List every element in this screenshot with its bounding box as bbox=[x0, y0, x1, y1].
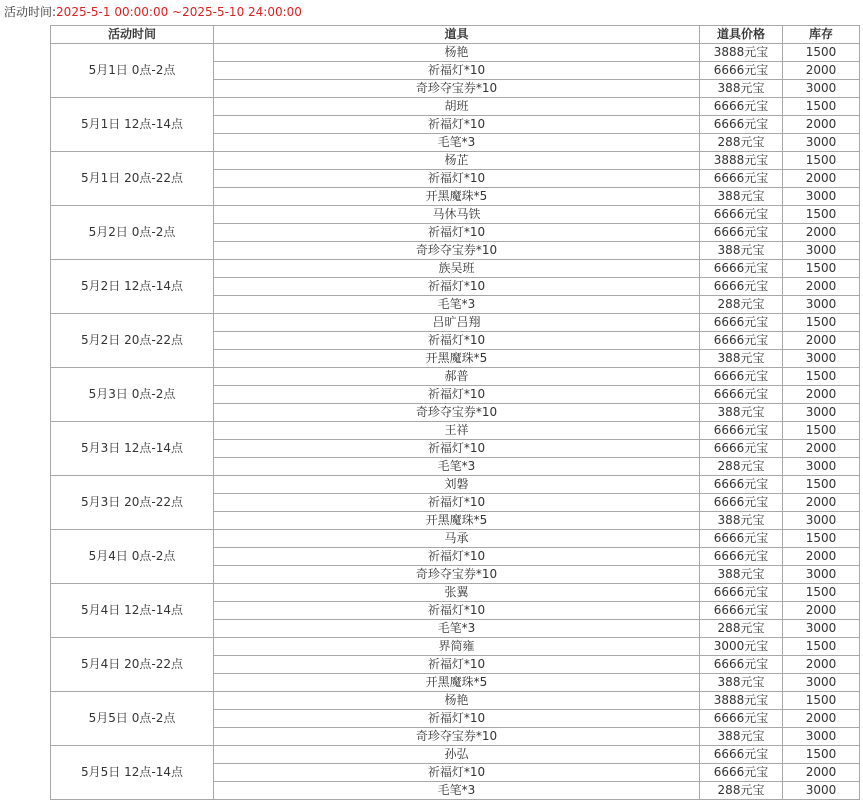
stock-cell: 1500 bbox=[783, 98, 860, 116]
price-cell: 3000元宝 bbox=[700, 638, 783, 656]
table-row bbox=[51, 206, 860, 224]
stock-cell: 1500 bbox=[783, 584, 860, 602]
price-cell: 3888元宝 bbox=[700, 152, 783, 170]
item-cell: 开黑魔珠*5 bbox=[214, 674, 700, 692]
time-slot-cell: 5月5日 0点-2点 bbox=[51, 692, 214, 746]
item-cell: 祈福灯*10 bbox=[214, 278, 700, 296]
time-slot-cell: 5月1日 12点-14点 bbox=[51, 98, 214, 152]
stock-cell: 3000 bbox=[783, 188, 860, 206]
stock-cell: 2000 bbox=[783, 224, 860, 242]
item-cell: 毛笔*3 bbox=[214, 458, 700, 476]
header-time: 活动时间 bbox=[51, 26, 214, 44]
item-cell: 杨艳 bbox=[214, 692, 700, 710]
item-cell: 祈福灯*10 bbox=[214, 332, 700, 350]
price-cell: 6666元宝 bbox=[700, 98, 783, 116]
stock-cell: 1500 bbox=[783, 314, 860, 332]
table-row bbox=[51, 368, 860, 386]
table-row bbox=[51, 584, 860, 602]
price-cell: 6666元宝 bbox=[700, 422, 783, 440]
price-cell: 288元宝 bbox=[700, 782, 783, 800]
price-cell: 388元宝 bbox=[700, 242, 783, 260]
item-cell: 毛笔*3 bbox=[214, 620, 700, 638]
item-cell: 祈福灯*10 bbox=[214, 170, 700, 188]
stock-cell: 3000 bbox=[783, 728, 860, 746]
price-cell: 388元宝 bbox=[700, 80, 783, 98]
item-cell: 毛笔*3 bbox=[214, 296, 700, 314]
price-cell: 6666元宝 bbox=[700, 314, 783, 332]
price-cell: 388元宝 bbox=[700, 512, 783, 530]
stock-cell: 3000 bbox=[783, 134, 860, 152]
time-slot-cell: 5月2日 12点-14点 bbox=[51, 260, 214, 314]
stock-cell: 2000 bbox=[783, 710, 860, 728]
item-cell: 开黑魔珠*5 bbox=[214, 350, 700, 368]
activity-time-label: 活动时间: bbox=[4, 5, 57, 19]
stock-cell: 3000 bbox=[783, 512, 860, 530]
table-row bbox=[51, 746, 860, 764]
item-cell: 祈福灯*10 bbox=[214, 548, 700, 566]
item-cell: 祈福灯*10 bbox=[214, 224, 700, 242]
table-row bbox=[51, 98, 860, 116]
price-cell: 388元宝 bbox=[700, 188, 783, 206]
stock-cell: 3000 bbox=[783, 242, 860, 260]
item-cell: 奇珍夺宝券*10 bbox=[214, 404, 700, 422]
price-cell: 6666元宝 bbox=[700, 548, 783, 566]
header-item: 道具 bbox=[214, 26, 700, 44]
price-cell: 6666元宝 bbox=[700, 710, 783, 728]
price-cell: 6666元宝 bbox=[700, 494, 783, 512]
time-slot-cell: 5月5日 12点-14点 bbox=[51, 746, 214, 800]
item-cell: 祈福灯*10 bbox=[214, 494, 700, 512]
stock-cell: 2000 bbox=[783, 116, 860, 134]
item-schedule-table bbox=[50, 25, 860, 800]
stock-cell: 3000 bbox=[783, 350, 860, 368]
price-cell: 6666元宝 bbox=[700, 476, 783, 494]
item-cell: 毛笔*3 bbox=[214, 782, 700, 800]
item-cell: 郝普 bbox=[214, 368, 700, 386]
stock-cell: 1500 bbox=[783, 368, 860, 386]
stock-cell: 2000 bbox=[783, 332, 860, 350]
price-cell: 388元宝 bbox=[700, 566, 783, 584]
price-cell: 288元宝 bbox=[700, 620, 783, 638]
item-cell: 马承 bbox=[214, 530, 700, 548]
price-cell: 388元宝 bbox=[700, 674, 783, 692]
stock-cell: 1500 bbox=[783, 44, 860, 62]
item-cell: 马休马铁 bbox=[214, 206, 700, 224]
activity-time-line bbox=[4, 4, 302, 20]
stock-cell: 1500 bbox=[783, 206, 860, 224]
item-cell: 族吴班 bbox=[214, 260, 700, 278]
time-slot-cell: 5月1日 20点-22点 bbox=[51, 152, 214, 206]
item-cell: 杨芷 bbox=[214, 152, 700, 170]
price-cell: 6666元宝 bbox=[700, 260, 783, 278]
table-row bbox=[51, 422, 860, 440]
stock-cell: 2000 bbox=[783, 602, 860, 620]
stock-cell: 3000 bbox=[783, 620, 860, 638]
time-slot-cell: 5月3日 12点-14点 bbox=[51, 422, 214, 476]
price-cell: 388元宝 bbox=[700, 728, 783, 746]
table-row bbox=[51, 530, 860, 548]
stock-cell: 3000 bbox=[783, 566, 860, 584]
price-cell: 6666元宝 bbox=[700, 386, 783, 404]
time-slot-cell: 5月3日 0点-2点 bbox=[51, 368, 214, 422]
price-cell: 6666元宝 bbox=[700, 224, 783, 242]
price-cell: 3888元宝 bbox=[700, 692, 783, 710]
stock-cell: 2000 bbox=[783, 494, 860, 512]
stock-cell: 2000 bbox=[783, 764, 860, 782]
item-cell: 开黑魔珠*5 bbox=[214, 188, 700, 206]
price-cell: 6666元宝 bbox=[700, 764, 783, 782]
time-slot-cell: 5月1日 0点-2点 bbox=[51, 44, 214, 98]
stock-cell: 2000 bbox=[783, 656, 860, 674]
time-slot-cell: 5月3日 20点-22点 bbox=[51, 476, 214, 530]
item-cell: 祈福灯*10 bbox=[214, 386, 700, 404]
price-cell: 6666元宝 bbox=[700, 440, 783, 458]
table-body bbox=[51, 44, 860, 800]
item-cell: 开黑魔珠*5 bbox=[214, 512, 700, 530]
table-row bbox=[51, 476, 860, 494]
stock-cell: 1500 bbox=[783, 530, 860, 548]
time-slot-cell: 5月4日 0点-2点 bbox=[51, 530, 214, 584]
time-slot-cell: 5月2日 20点-22点 bbox=[51, 314, 214, 368]
price-cell: 6666元宝 bbox=[700, 206, 783, 224]
item-cell: 奇珍夺宝券*10 bbox=[214, 242, 700, 260]
stock-cell: 3000 bbox=[783, 458, 860, 476]
item-cell: 祈福灯*10 bbox=[214, 710, 700, 728]
item-cell: 吕旷吕翔 bbox=[214, 314, 700, 332]
item-cell: 杨艳 bbox=[214, 44, 700, 62]
stock-cell: 2000 bbox=[783, 440, 860, 458]
table-row bbox=[51, 638, 860, 656]
price-cell: 6666元宝 bbox=[700, 602, 783, 620]
stock-cell: 3000 bbox=[783, 782, 860, 800]
table-row bbox=[51, 314, 860, 332]
stock-cell: 1500 bbox=[783, 152, 860, 170]
table-row bbox=[51, 260, 860, 278]
price-cell: 6666元宝 bbox=[700, 746, 783, 764]
price-cell: 6666元宝 bbox=[700, 170, 783, 188]
stock-cell: 3000 bbox=[783, 296, 860, 314]
item-cell: 奇珍夺宝券*10 bbox=[214, 728, 700, 746]
activity-time-range: 2025-5-1 00:00:00 ~2025-5-10 24:00:00 bbox=[56, 5, 302, 19]
price-cell: 6666元宝 bbox=[700, 278, 783, 296]
price-cell: 288元宝 bbox=[700, 458, 783, 476]
time-slot-cell: 5月4日 12点-14点 bbox=[51, 584, 214, 638]
price-cell: 388元宝 bbox=[700, 350, 783, 368]
price-cell: 388元宝 bbox=[700, 404, 783, 422]
price-cell: 6666元宝 bbox=[700, 584, 783, 602]
item-cell: 奇珍夺宝券*10 bbox=[214, 566, 700, 584]
price-cell: 6666元宝 bbox=[700, 62, 783, 80]
item-cell: 祈福灯*10 bbox=[214, 116, 700, 134]
item-cell: 胡班 bbox=[214, 98, 700, 116]
price-cell: 6666元宝 bbox=[700, 368, 783, 386]
item-cell: 祈福灯*10 bbox=[214, 62, 700, 80]
price-cell: 6666元宝 bbox=[700, 332, 783, 350]
stock-cell: 2000 bbox=[783, 548, 860, 566]
stock-cell: 2000 bbox=[783, 386, 860, 404]
price-cell: 3888元宝 bbox=[700, 44, 783, 62]
price-cell: 288元宝 bbox=[700, 134, 783, 152]
time-slot-cell: 5月2日 0点-2点 bbox=[51, 206, 214, 260]
item-cell: 孙弘 bbox=[214, 746, 700, 764]
table-header-row bbox=[51, 26, 860, 44]
item-cell: 祈福灯*10 bbox=[214, 656, 700, 674]
stock-cell: 1500 bbox=[783, 422, 860, 440]
price-cell: 6666元宝 bbox=[700, 116, 783, 134]
stock-cell: 2000 bbox=[783, 62, 860, 80]
price-cell: 6666元宝 bbox=[700, 530, 783, 548]
item-cell: 王祥 bbox=[214, 422, 700, 440]
stock-cell: 1500 bbox=[783, 692, 860, 710]
table-row bbox=[51, 152, 860, 170]
stock-cell: 1500 bbox=[783, 638, 860, 656]
header-stock: 库存 bbox=[783, 26, 860, 44]
table-row bbox=[51, 692, 860, 710]
item-cell: 刘磐 bbox=[214, 476, 700, 494]
stock-cell: 1500 bbox=[783, 746, 860, 764]
stock-cell: 3000 bbox=[783, 674, 860, 692]
item-cell: 界简雍 bbox=[214, 638, 700, 656]
item-cell: 祈福灯*10 bbox=[214, 602, 700, 620]
price-cell: 6666元宝 bbox=[700, 656, 783, 674]
stock-cell: 3000 bbox=[783, 404, 860, 422]
time-slot-cell: 5月4日 20点-22点 bbox=[51, 638, 214, 692]
stock-cell: 2000 bbox=[783, 170, 860, 188]
item-cell: 祈福灯*10 bbox=[214, 764, 700, 782]
item-cell: 祈福灯*10 bbox=[214, 440, 700, 458]
item-schedule-table-wrap bbox=[50, 25, 860, 800]
stock-cell: 1500 bbox=[783, 260, 860, 278]
stock-cell: 3000 bbox=[783, 80, 860, 98]
table-row bbox=[51, 44, 860, 62]
item-cell: 毛笔*3 bbox=[214, 134, 700, 152]
stock-cell: 2000 bbox=[783, 278, 860, 296]
item-cell: 张翼 bbox=[214, 584, 700, 602]
price-cell: 288元宝 bbox=[700, 296, 783, 314]
stock-cell: 1500 bbox=[783, 476, 860, 494]
item-cell: 奇珍夺宝券*10 bbox=[214, 80, 700, 98]
header-price: 道具价格 bbox=[700, 26, 783, 44]
